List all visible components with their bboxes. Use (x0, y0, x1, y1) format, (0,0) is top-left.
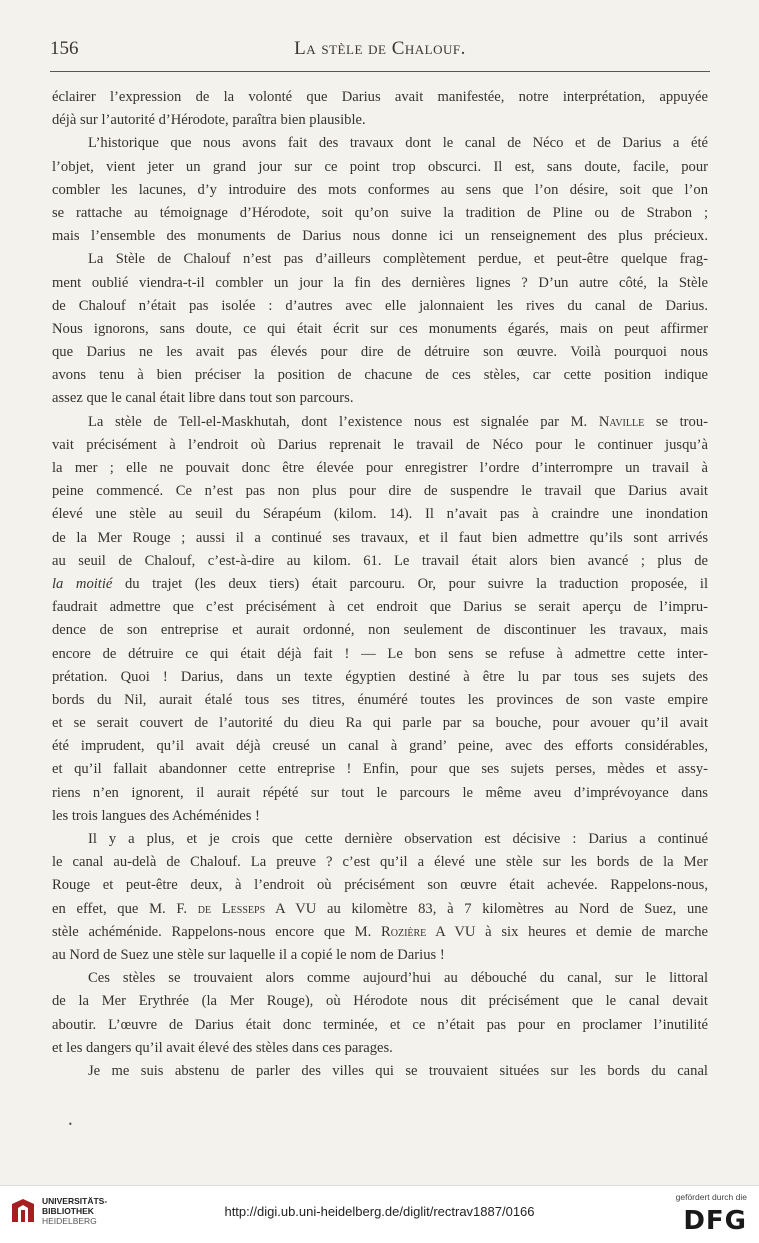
text-line: encore de détruire ce qui était déjà fait ! — Le bon sens se refuse à admettre cette inter- (52, 645, 708, 662)
text-line: le canal au-delà de Chalouf. La preuve ? c’est qu’il a élevé une stèle sur les bords de la Mer (52, 854, 708, 871)
text-line (52, 411, 708, 434)
text-line: Rouge et peut-être deux, à l’endroit où précisément son œuvre était achevée. Rappelons-nous, (52, 877, 708, 894)
text-line (52, 573, 708, 596)
text-segment: La stèle de Tell-el-Maskhutah, dont l’existence nous est signalée par M. (88, 413, 588, 430)
text-line: les trois langues des Achéménides ! (52, 807, 260, 824)
text-segment: A VU au kilomètre 83, à 7 kilomètres au Nord de Suez, une (275, 900, 708, 917)
text-line: se rattache au témoignage d’Hérodote, soit qu’on suive la tradition de Pline ou de Strabon ; (52, 204, 708, 221)
text-line: assez que le canal était libre dans tout son parcours. (52, 390, 354, 407)
digitization-footer (0, 1185, 759, 1243)
author-name-roziere: Rozière (381, 923, 427, 940)
text-line: de Chalouf n’était pas isolée : d’autres avec elle jalonnaient les rives du canal de Darius. (52, 297, 708, 314)
text-line: que Darius ne les avait pas élevés pour dire de détruire son œuvre. Voilà pourquoi nous (52, 344, 708, 361)
library-city: HEIDELBERG (42, 1216, 97, 1226)
text-line: au Nord de Suez une stèle sur laquelle il a copié le nom de Darius ! (52, 946, 445, 963)
text-line: aboutir. L’œuvre de Darius était donc terminée, et ce n’était pas pour en proclamer l’inutilité (52, 1016, 708, 1033)
source-url-link[interactable]: http://digi.ub.uni-heidelberg.de/diglit/rectrav1887/0166 (224, 1204, 535, 1219)
text-line: et qu’il fallait abandonner cette entreprise ! Enfin, pour que ses sujets perses, mèdes et assy- (52, 761, 708, 778)
text-line: élevé une stèle au seuil du Sérapéum (kilom. 14). Il n’avait pas à craindre une inondation (52, 506, 708, 523)
text-line: mais l’ensemble des monuments de Darius nous donne ici un renseignement des plus précieux. (52, 228, 708, 245)
author-name-lesseps: de Lesseps (197, 900, 266, 917)
text-segment: A VU à six heures et demie de marche (435, 923, 708, 940)
text-line (52, 921, 708, 944)
text-segment: se trou- (655, 413, 708, 430)
library-name-line: BIBLIOTHEK (42, 1206, 94, 1216)
funded-by-label: gefördert durch die (675, 1192, 747, 1202)
text-line: de la Mer Rouge ; aussi il a continué ses travaux, et il faut bien admettre qu’ils sont arrivés (52, 529, 708, 546)
text-line: Ces stèles se trouvaient alors comme aujourd’hui au débouché du canal, sur le littoral (88, 970, 708, 987)
text-line: déjà sur l’autorité d’Hérodote, paraîtra bien plausible. (52, 112, 366, 129)
text-line: l’objet, vient jeter un grand jour sur ce point trop obscurci. Il est, sans doute, facile, pour (52, 158, 708, 175)
text-line: faudrait admettre que c’est précisément à cet endroit que Darius se serait aperçu de l’impru- (52, 599, 708, 616)
page-number: 156 (50, 38, 79, 59)
text-line: L’historique que nous avons fait des travaux dont le canal de Néco et de Darius a été (88, 135, 708, 152)
running-title: La stèle de Chalouf. (294, 38, 466, 59)
text-line: Il y a plus, et je crois que cette dernière observation est décisive : Darius a continué (88, 831, 708, 847)
italic-phrase: la moitié (52, 575, 113, 592)
text-line: Nous ignorons, sans doute, ce qui était écrit sur ces monuments égarés, mais on peut affirmer (52, 320, 708, 337)
text-line: La Stèle de Chalouf n’est pas d’ailleurs complètement perdue, et peut-être quelque frag- (88, 251, 708, 268)
text-line (52, 898, 708, 921)
page-header (50, 38, 710, 68)
text-line: Je me suis abstenu de parler des villes qui se trouvaient situées sur les bords du canal (88, 1062, 708, 1079)
dfg-logo: DFG (683, 1206, 747, 1236)
text-line: peine commencé. Ce n’est pas non plus pour dire de suspendre le travail que Darius avait (52, 483, 708, 500)
text-segment: du trajet (les deux tiers) était parcouru. Or, pour suivre la traduction proposée, il (124, 575, 708, 592)
text-line: et se serait couvert de l’autorité du dieu Ra qui parle par sa bouche, pour avouer qu’il avait (52, 715, 708, 732)
text-line: vait précisément à l’endroit où Darius reprenait le travail de Néco pour le continuer jusqu’à (52, 436, 708, 453)
text-line: de la Mer Erythrée (la Mer Rouge), où Hérodote nous dit précisément que le canal devait (52, 993, 708, 1010)
text-line: au seuil de Chalouf, c’est-à-dire au kilom. 61. Le travail était alors bien avancé ; plus de (52, 552, 708, 569)
text-line: bords du Nil, aurait étalé tous ses titres, énuméré toutes les provinces de son vaste empire (52, 691, 708, 708)
body-text (52, 86, 708, 1083)
text-line: avons tenu à bien préciser la position de chacune de ces stèles, car cette position indique (52, 367, 708, 384)
text-segment: en effet, que M. F. (52, 900, 188, 917)
text-line: éclairer l’expression de la volonté que Darius avait manifestée, notre interprétation, appuyée (52, 89, 708, 105)
text-line: été imprudent, qu’il avait déjà creusé un canal à grand’ peine, avec des efforts considérables, (52, 738, 708, 755)
text-line: ment oublié viendra-t-il combler un jour la fin des dernières lignes ? D’un autre côté, la Stèle (52, 274, 708, 291)
text-line: prétation. Quoi ! Darius, dans un texte égyptien destiné à être lu par tous ses sujets des (52, 668, 708, 685)
ink-speck: • (68, 1120, 73, 1129)
text-segment: stèle achéménide. Rappelons-nous encore que M. (52, 923, 372, 940)
text-line: riens n’en ignorent, il aurait répété sur tout le parcours le même aveu d’imprévoyance dans (52, 784, 708, 801)
header-rule (50, 71, 710, 72)
text-line: et les dangers qu’il avait élevé des stèles dans ces parages. (52, 1039, 393, 1056)
library-name-line: UNIVERSITÄTS- (42, 1196, 108, 1206)
text-line: dence de son entreprise et aurait ordonné, non seulement de discontinuer les travaux, mais (52, 622, 708, 639)
text-line: combler les lacunes, d’y introduire des mots conformes au sens que l’on désire, soit que l’on (52, 181, 708, 198)
author-name-naville: Naville (598, 413, 645, 430)
text-line: la mer ; elle ne pouvait donc être élevée pour enregistrer l’ordre d’interrompre un travail à (52, 460, 708, 476)
